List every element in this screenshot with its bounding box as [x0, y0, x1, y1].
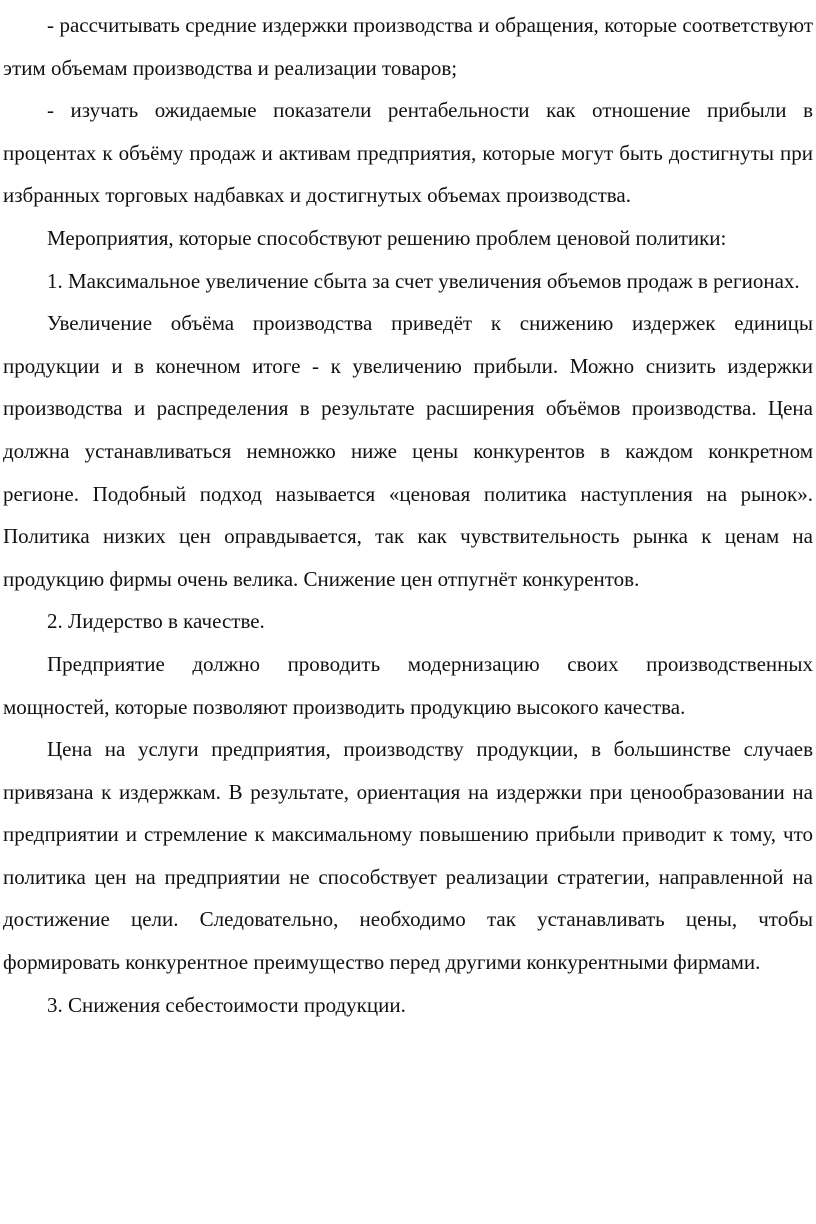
paragraph-bullet-average-costs: - рассчитывать средние издержки производства и обращения, которые соответствуют этим объемам производства и реализации товаров;: [3, 13, 813, 80]
paragraph-item-3-heading: 3. Снижения себестоимости продукции.: [47, 992, 406, 1017]
paragraph-item-2-heading: 2. Лидерство в качестве.: [47, 609, 265, 634]
paragraph-measures-intro: Мероприятия, которые способствуют решению проблем ценовой политики:: [47, 225, 727, 250]
paragraph-pricing-costs: Цена на услуги предприятия, производству продукции, в большинстве случаев привязана к издержкам. В результате, ориентация на издержки при ценообразовании на предприятии и стремление к максимальному повышению прибыли приводит к тому, что политика цен на предприятии не способствует реализации стратегии, направленной на достижение цели. Следовательно, необходимо так устанавливать цены, чтобы формировать конкурентное преимущество перед другими конкурентными фирмами.: [3, 737, 813, 975]
paragraph-item-1-heading: 1. Максимальное увеличение сбыта за счет увеличения объемов продаж в регионах.: [47, 268, 800, 293]
paragraph-production-volume: Увеличение объёма производства приведёт к снижению издержек единицы продукции и в конечном итоге - к увеличению прибыли. Можно снизить издержки производства и распределения в результате расширения объёмов производства. Цена должна устанавливаться немножко ниже цены конкурентов в каждом конкретном регионе. Подобный подход называется «ценовая политика наступления на рынок». Политика низких цен оправдывается, так как чувствительность рынка к ценам на продукцию фирмы очень велика. Снижение цен отпугнёт конкурентов.: [3, 311, 813, 591]
paragraph-modernization: Предприятие должно проводить модернизацию своих производственных мощностей, которые позволяют производить продукцию высокого качества.: [3, 651, 813, 719]
paragraph-bullet-profitability: - изучать ожидаемые показатели рентабельности как отношение прибыли в процентах к объёму продаж и активам предприятия, которые могут быть достигнуты при избранных торговых надбавках и достигнутых объемах производства.: [3, 98, 813, 208]
